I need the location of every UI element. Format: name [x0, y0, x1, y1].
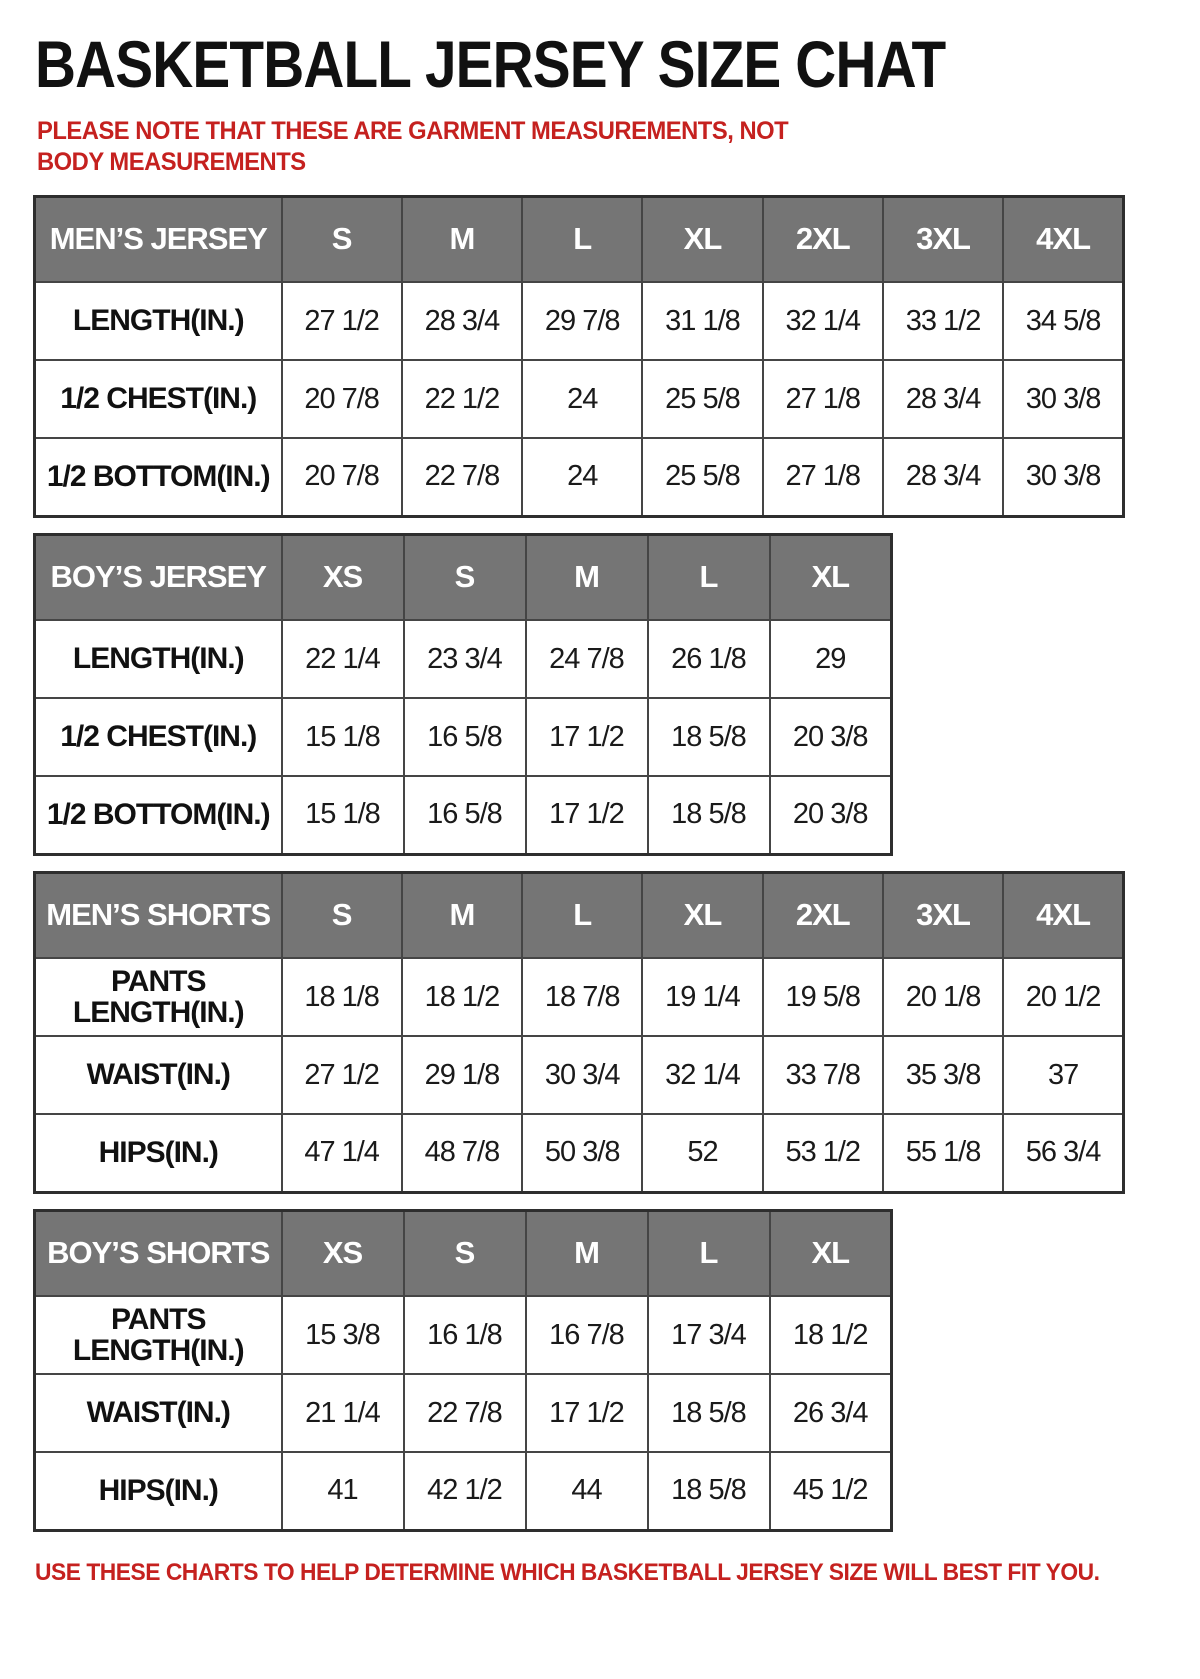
value-cell: 27 1/8 [763, 438, 883, 516]
size-header-cell: XL [642, 196, 762, 282]
size-header-cell: 4XL [1003, 872, 1123, 958]
size-header-cell: 3XL [883, 196, 1003, 282]
value-cell: 30 3/4 [522, 1036, 642, 1114]
table-row [35, 776, 892, 854]
header-row [35, 872, 1124, 958]
value-cell: 31 1/8 [642, 282, 762, 360]
value-cell: 25 5/8 [642, 360, 762, 438]
size-header-cell: XS [282, 534, 404, 620]
value-cell: 18 5/8 [648, 698, 770, 776]
value-cell: 26 3/4 [770, 1374, 892, 1452]
table-row [35, 1036, 1124, 1114]
value-cell: 27 1/2 [282, 282, 402, 360]
size-header-cell: M [402, 196, 522, 282]
size-header-cell: S [282, 872, 402, 958]
row-label-cell: WAIST(IN.) [35, 1374, 282, 1452]
value-cell: 56 3/4 [1003, 1114, 1123, 1192]
boys-jersey-table [33, 533, 893, 856]
size-header-cell: M [402, 872, 522, 958]
value-cell: 27 1/2 [282, 1036, 402, 1114]
value-cell: 18 5/8 [648, 1452, 770, 1530]
table-row [35, 698, 892, 776]
value-cell: 22 1/4 [282, 620, 404, 698]
size-header-cell: M [526, 534, 648, 620]
value-cell: 18 1/8 [282, 958, 402, 1036]
table-row [35, 438, 1124, 516]
value-cell: 20 7/8 [282, 438, 402, 516]
value-cell: 28 3/4 [883, 438, 1003, 516]
garment-measurement-note: PLEASE NOTE THAT THESE ARE GARMENT MEASUREMENTS, NOT BODY MEASUREMENTS [37, 117, 789, 177]
table-title-cell: BOY’S SHORTS [35, 1210, 282, 1296]
value-cell: 47 1/4 [282, 1114, 402, 1192]
value-cell: 20 1/2 [1003, 958, 1123, 1036]
value-cell: 28 3/4 [402, 282, 522, 360]
value-cell: 17 3/4 [648, 1296, 770, 1374]
row-label-cell: HIPS(IN.) [35, 1114, 282, 1192]
value-cell: 18 5/8 [648, 776, 770, 854]
size-header-cell: 2XL [763, 872, 883, 958]
value-cell: 45 1/2 [770, 1452, 892, 1530]
value-cell: 32 1/4 [763, 282, 883, 360]
value-cell: 22 7/8 [402, 438, 522, 516]
size-header-cell: M [526, 1210, 648, 1296]
value-cell: 29 7/8 [522, 282, 642, 360]
value-cell: 16 1/8 [404, 1296, 526, 1374]
table-title-cell: MEN’S SHORTS [35, 872, 282, 958]
value-cell: 33 7/8 [763, 1036, 883, 1114]
row-label-cell: WAIST(IN.) [35, 1036, 282, 1114]
header-row [35, 1210, 892, 1296]
row-label-cell: 1/2 CHEST(IN.) [35, 360, 282, 438]
value-cell: 18 1/2 [770, 1296, 892, 1374]
value-cell: 24 7/8 [526, 620, 648, 698]
value-cell: 18 5/8 [648, 1374, 770, 1452]
size-header-cell: S [404, 534, 526, 620]
size-header-cell: L [648, 1210, 770, 1296]
value-cell: 27 1/8 [763, 360, 883, 438]
value-cell: 52 [642, 1114, 762, 1192]
size-header-cell: L [522, 872, 642, 958]
value-cell: 34 5/8 [1003, 282, 1123, 360]
header-row [35, 534, 892, 620]
size-header-cell: XL [770, 534, 892, 620]
fit-advice-note: USE THESE CHARTS TO HELP DETERMINE WHICH BASKETBALL JERSEY SIZE WILL BEST FIT YOU. [35, 1558, 1100, 1586]
value-cell: 18 7/8 [522, 958, 642, 1036]
size-header-cell: L [648, 534, 770, 620]
mens-shorts-table [33, 871, 1125, 1194]
table-title-cell: MEN’S JERSEY [35, 196, 282, 282]
value-cell: 20 1/8 [883, 958, 1003, 1036]
boys-shorts-table [33, 1209, 893, 1532]
size-header-cell: XL [642, 872, 762, 958]
value-cell: 19 1/4 [642, 958, 762, 1036]
value-cell: 35 3/8 [883, 1036, 1003, 1114]
value-cell: 22 1/2 [402, 360, 522, 438]
table-row [35, 620, 892, 698]
value-cell: 20 7/8 [282, 360, 402, 438]
value-cell: 32 1/4 [642, 1036, 762, 1114]
value-cell: 30 3/8 [1003, 360, 1123, 438]
size-header-cell: L [522, 196, 642, 282]
value-cell: 16 5/8 [404, 776, 526, 854]
page-title: BASKETBALL JERSEY SIZE CHAT [35, 27, 946, 101]
table-row [35, 282, 1124, 360]
row-label-cell: LENGTH(IN.) [35, 282, 282, 360]
size-header-cell: 4XL [1003, 196, 1123, 282]
value-cell: 21 1/4 [282, 1374, 404, 1452]
value-cell: 30 3/8 [1003, 438, 1123, 516]
table-title-cell: BOY’S JERSEY [35, 534, 282, 620]
table-row [35, 1296, 892, 1374]
value-cell: 55 1/8 [883, 1114, 1003, 1192]
value-cell: 23 3/4 [404, 620, 526, 698]
value-cell: 17 1/2 [526, 776, 648, 854]
table-row [35, 1374, 892, 1452]
value-cell: 16 7/8 [526, 1296, 648, 1374]
table-row [35, 360, 1124, 438]
value-cell: 18 1/2 [402, 958, 522, 1036]
value-cell: 15 1/8 [282, 698, 404, 776]
size-header-cell: S [282, 196, 402, 282]
row-label-cell: 1/2 BOTTOM(IN.) [35, 776, 282, 854]
size-header-cell: S [404, 1210, 526, 1296]
value-cell: 29 [770, 620, 892, 698]
value-cell: 17 1/2 [526, 698, 648, 776]
value-cell: 24 [522, 360, 642, 438]
row-label-cell: 1/2 CHEST(IN.) [35, 698, 282, 776]
table-row [35, 958, 1124, 1036]
value-cell: 17 1/2 [526, 1374, 648, 1452]
header-row [35, 196, 1124, 282]
size-header-cell: 2XL [763, 196, 883, 282]
row-label-cell: PANTS LENGTH(IN.) [35, 1296, 282, 1374]
value-cell: 33 1/2 [883, 282, 1003, 360]
table-row [35, 1452, 892, 1530]
value-cell: 42 1/2 [404, 1452, 526, 1530]
table-row [35, 1114, 1124, 1192]
value-cell: 24 [522, 438, 642, 516]
value-cell: 19 5/8 [763, 958, 883, 1036]
value-cell: 48 7/8 [402, 1114, 522, 1192]
row-label-cell: LENGTH(IN.) [35, 620, 282, 698]
value-cell: 29 1/8 [402, 1036, 522, 1114]
value-cell: 16 5/8 [404, 698, 526, 776]
value-cell: 50 3/8 [522, 1114, 642, 1192]
value-cell: 53 1/2 [763, 1114, 883, 1192]
value-cell: 22 7/8 [404, 1374, 526, 1452]
value-cell: 20 3/8 [770, 698, 892, 776]
value-cell: 20 3/8 [770, 776, 892, 854]
row-label-cell: HIPS(IN.) [35, 1452, 282, 1530]
value-cell: 15 3/8 [282, 1296, 404, 1374]
value-cell: 44 [526, 1452, 648, 1530]
value-cell: 25 5/8 [642, 438, 762, 516]
size-header-cell: XS [282, 1210, 404, 1296]
value-cell: 37 [1003, 1036, 1123, 1114]
value-cell: 28 3/4 [883, 360, 1003, 438]
value-cell: 26 1/8 [648, 620, 770, 698]
size-header-cell: XL [770, 1210, 892, 1296]
row-label-cell: PANTS LENGTH(IN.) [35, 958, 282, 1036]
size-header-cell: 3XL [883, 872, 1003, 958]
row-label-cell: 1/2 BOTTOM(IN.) [35, 438, 282, 516]
value-cell: 41 [282, 1452, 404, 1530]
mens-jersey-table [33, 195, 1125, 518]
value-cell: 15 1/8 [282, 776, 404, 854]
